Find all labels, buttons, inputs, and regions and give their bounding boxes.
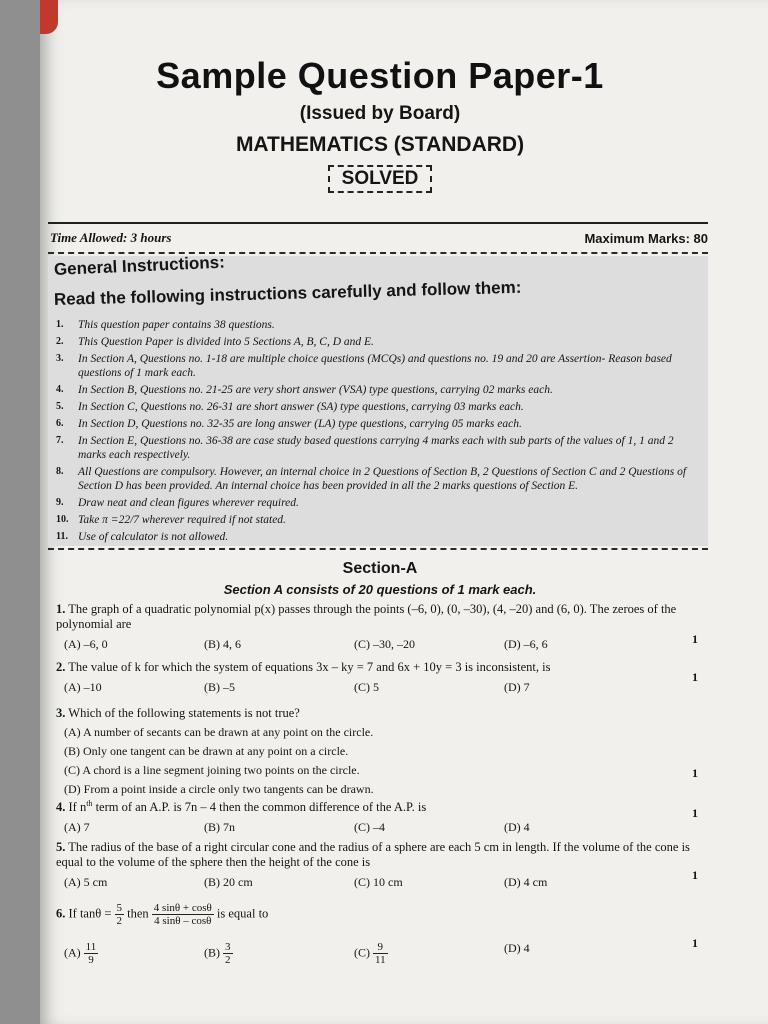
subject-title: MATHEMATICS (STANDARD) <box>235 133 525 156</box>
question-marks: 1 <box>692 632 698 646</box>
question-number: 1. <box>56 602 66 616</box>
options-row <box>56 680 704 695</box>
option-c: (C) –30, –20 <box>354 637 415 651</box>
option-a: (A) –10 <box>64 680 102 694</box>
question-text: The radius of the base of a right circular cone and the radius of a sphere are each 5 cm in length. If the volume of the cone is equal to the volume of the sphere then the height of the cone is <box>56 840 690 869</box>
section-title: Section-A <box>342 560 418 577</box>
options-row <box>56 941 704 966</box>
option-b: (B) Only one tangent can be drawn at any point on a circle. <box>64 744 349 758</box>
question-6 <box>56 902 704 966</box>
option-d: (D) 4 <box>504 820 530 835</box>
instruction-item: 6. In Section D, Questions no. 32-35 are long answer (LA) type questions, carrying 05 marks each. <box>56 418 522 430</box>
question-text: If $n^{th}$ term of an A.P. is 7n – 4 then the common difference of the A.P. is <box>68 799 427 815</box>
option-d: (D) 4 <box>504 941 530 955</box>
paper-title: Sample Question Paper-1 <box>156 55 604 96</box>
instruction-item: 2. This Question Paper is divided into 5 Sections A, B, C, D and E. <box>56 336 374 348</box>
red-corner-mark <box>40 0 58 34</box>
instruction-item: 7. In Section E, Questions no. 36-38 are case study based questions carrying 4 marks each with sub parts of the values of 1, 1 and 2 marks each respectively. <box>56 435 674 461</box>
question-text-if: If tanθ = <box>68 906 112 921</box>
question-number: 5. <box>56 840 66 854</box>
instructions-bottom-divider <box>48 548 708 550</box>
option-b: (B) –5 <box>204 680 235 694</box>
options-row <box>56 637 704 652</box>
instruction-item: 8. All Questions are compulsory. However, an internal choice in 2 Questions of Section B, 2 Questions of Section C and 2 Questions of Section D has been provided. An internal choice has been provided in all the 2 marks questions of Section E. <box>56 466 687 492</box>
time-allowed: Time Allowed: 3 hours <box>50 230 172 245</box>
question-number: 6. <box>56 906 66 921</box>
question-2 <box>56 660 704 695</box>
question-paper-page <box>40 0 768 1024</box>
question-marks: 1 <box>692 936 698 950</box>
instructions-heading: General Instructions: <box>53 252 226 279</box>
header-divider <box>48 222 708 224</box>
paper-subtitle: (Issued by Board) <box>299 103 461 124</box>
question-1 <box>56 602 704 652</box>
question-4 <box>56 796 704 835</box>
option-a: (A) –6, 0 <box>64 637 108 651</box>
option-c: (C) A chord is a line segment joining two points on the circle. <box>64 763 360 777</box>
option-d: (D) –6, 6 <box>504 637 548 651</box>
option-a: (A) 7 <box>64 820 90 835</box>
solved-badge: SOLVED <box>328 165 433 193</box>
question-number: 4. <box>56 800 66 815</box>
question-text: The value of k for which the system of equations 3x – ky = 7 and 6x + 10y = 3 is inconsistent, is <box>68 660 551 674</box>
instruction-item: 3. In Section A, Questions no. 1-18 are multiple choice questions (MCQs) and questions no. 19 and 20 are Assertion- Reason based questions of 1 mark each. <box>56 353 672 379</box>
option-c: (C) 5 <box>354 680 379 694</box>
option-a: (A) 5 cm <box>64 875 108 889</box>
instruction-item: 1. This question paper contains 38 questions. <box>56 319 275 331</box>
options-row <box>56 875 704 890</box>
fraction: $\frac{4 \sin\theta + \cos\theta}{4 \sin\theta - \cos\theta}$ <box>153 902 212 927</box>
options-row <box>56 820 704 835</box>
instructions-list <box>56 318 696 547</box>
option-c: (C) $\frac{9}{11}$ <box>354 941 386 966</box>
instruction-item: 11. Use of calculator is not allowed. <box>56 531 229 543</box>
option-a: (A) $\frac{11}{9}$ <box>64 941 97 966</box>
fraction: $\frac{5}{2}$ <box>116 902 123 927</box>
option-b: (B) 7n <box>204 820 235 835</box>
option-d: (D) 7 <box>504 680 530 694</box>
question-marks: 1 <box>692 766 698 780</box>
question-number: 3. <box>56 706 66 720</box>
question-text-then: then <box>127 906 149 921</box>
option-d: (D) From a point inside a circle only two tangents can be drawn. <box>64 782 374 796</box>
question-3 <box>56 706 704 797</box>
option-b: (B) $\frac{3}{2}$ <box>204 941 231 966</box>
instructions-lead: Read the following instructions carefully and follow them: <box>53 277 522 309</box>
instruction-item: 9. Draw neat and clean figures wherever required. <box>56 497 299 509</box>
instruction-item: 5. In Section C, Questions no. 26-31 are short answer (SA) type questions, carrying 03 marks each. <box>56 401 524 413</box>
question-text: Which of the following statements is not true? <box>68 706 300 720</box>
question-marks: 1 <box>692 868 698 882</box>
question-5 <box>56 840 704 890</box>
question-marks: 1 <box>692 670 698 684</box>
option-b: (B) 20 cm <box>204 875 253 889</box>
question-number: 2. <box>56 660 66 674</box>
paper-header <box>40 55 720 193</box>
option-a: (A) A number of secants can be drawn at any point on the circle. <box>64 725 374 739</box>
instruction-item: 4. In Section B, Questions no. 21-25 are very short answer (VSA) type questions, carrying 02 marks each. <box>56 384 553 396</box>
option-c: (C) –4 <box>354 820 385 835</box>
maximum-marks: Maximum Marks: 80 <box>584 231 708 246</box>
question-text-end: is equal to <box>216 906 269 921</box>
option-c: (C) 10 cm <box>354 875 403 889</box>
option-d: (D) 4 cm <box>504 875 548 889</box>
question-text: The graph of a quadratic polynomial p(x) passes through the points (–6, 0), (0, –30), (4, –20) and (6, 0). The zeroes of the polynomial are <box>56 602 677 631</box>
option-b: (B) 4, 6 <box>204 637 241 651</box>
options-list <box>56 725 704 797</box>
instruction-item: 10. Take π =22/7 wherever required if not stated. <box>56 514 286 526</box>
section-subtitle: Section A consists of 20 questions of 1 mark each. <box>223 582 537 597</box>
question-marks: 1 <box>692 806 698 820</box>
instructions-top-divider <box>48 252 708 254</box>
